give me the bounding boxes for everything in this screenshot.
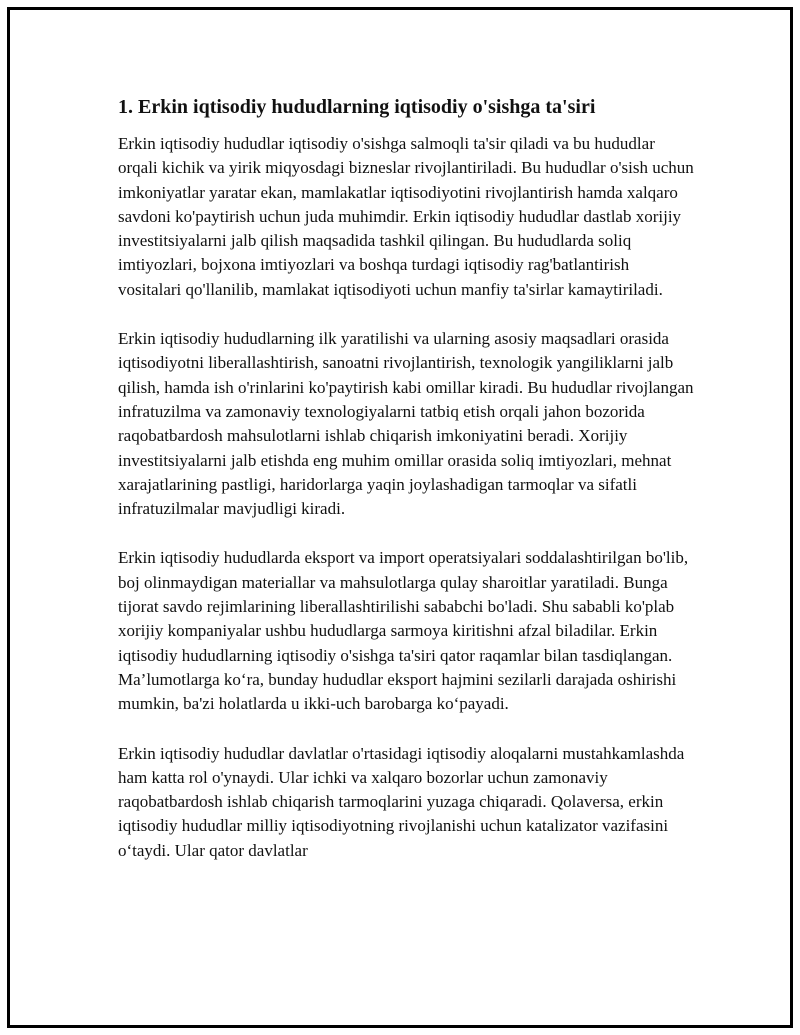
paragraph-3: Erkin iqtisodiy hududlarda eksport va import operatsiyalari soddalashtirilgan bo'lib, boj olinmaydigan materiallar va mahsulotlarga qulay sharoitlar yaratiladi. Bunga tijorat savdo rejimlarining liberallashtirilishi sababchi bo'ladi. Shu sababli ko'plab xorijiy kompaniyalar ushbu hududlarga sarmoya kiritishni afzal biladilar. Erkin iqtisodiy hududlarning iqtisodiy o'sishga ta'siri qator raqamlar bilan tasdiqlangan. Ma’lumotlarga ko‘ra, bunday hududlar eksport hajmini sezilarli darajada oshirishi mumkin, ba'zi holatlarda u ikki-uch barobarga ko‘payadi.	[118, 548, 689, 714]
section-heading: 1. Erkin iqtisodiy hududlarning iqtisodiy o'sishga ta'siri	[118, 96, 596, 118]
paragraph-4: Erkin iqtisodiy hududlar davlatlar o'rtasidagi iqtisodiy aloqalarni mustahkamlashda ham katta rol o'ynaydi. Ular ichki va xalqaro bozorlar uchun zamonaviy raqobatbardosh ishlab chiqarish tarmoqlarini yuzaga chiqaradi. Qolaversa, erkin iqtisodiy hududlar milliy iqtisodiyotning rivojlanishi uchun katalizator vazifasini o‘taydi. Ular qator davlatlar	[118, 743, 685, 860]
document-content	[118, 94, 694, 888]
paragraph-2: Erkin iqtisodiy hududlarning ilk yaratilishi va ularning asosiy maqsadlari orasida iqtisodiyotni liberallashtirish, sanoatni rivojlantirish, texnologik yangiliklarni jalb qilish, hamda ish o'rinlarini ko'paytirish kabi omillar kiradi. Bu hududlar rivojlangan infratuzilma va zamonaviy texnologiyalarni tatbiq etish orqali jahon bozorida raqobatbardosh mahsulotlarni ishlab chiqarish imkoniyatini beradi. Xorijiy investitsiyalarni jalb etishda eng muhim omillar orasida soliq imtiyozlari, mehnat xarajatlarining pastligi, haridorlarga yaqin joylashadigan tarmoqlar va sifatli infratuzilmalar mavjudligi kiradi.	[118, 329, 694, 519]
paragraph-1: Erkin iqtisodiy hududlar iqtisodiy o'sishga salmoqli ta'sir qiladi va bu hududlar orqali kichik va yirik miqyosdagi bizneslar rivojlantiriladi. Bu hududlar o'sish uchun imkoniyatlar yaratar ekan, mamlakatlar iqtisodiyotini rivojlantirish hamda xalqaro savdoni ko'paytirish uchun juda muhimdir. Erkin iqtisodiy hududlar dastlab xorijiy investitsiyalarni jalb qilish maqsadida tashkil qilingan. Bu hududlarda soliq imtiyozlari, bojxona imtiyozlari va boshqa turdagi iqtisodiy rag'batlantirish vositalari qo'llanilib, mamlakat iqtisodiyoti uchun manfiy ta'sirlar kamaytiriladi.	[118, 134, 694, 299]
